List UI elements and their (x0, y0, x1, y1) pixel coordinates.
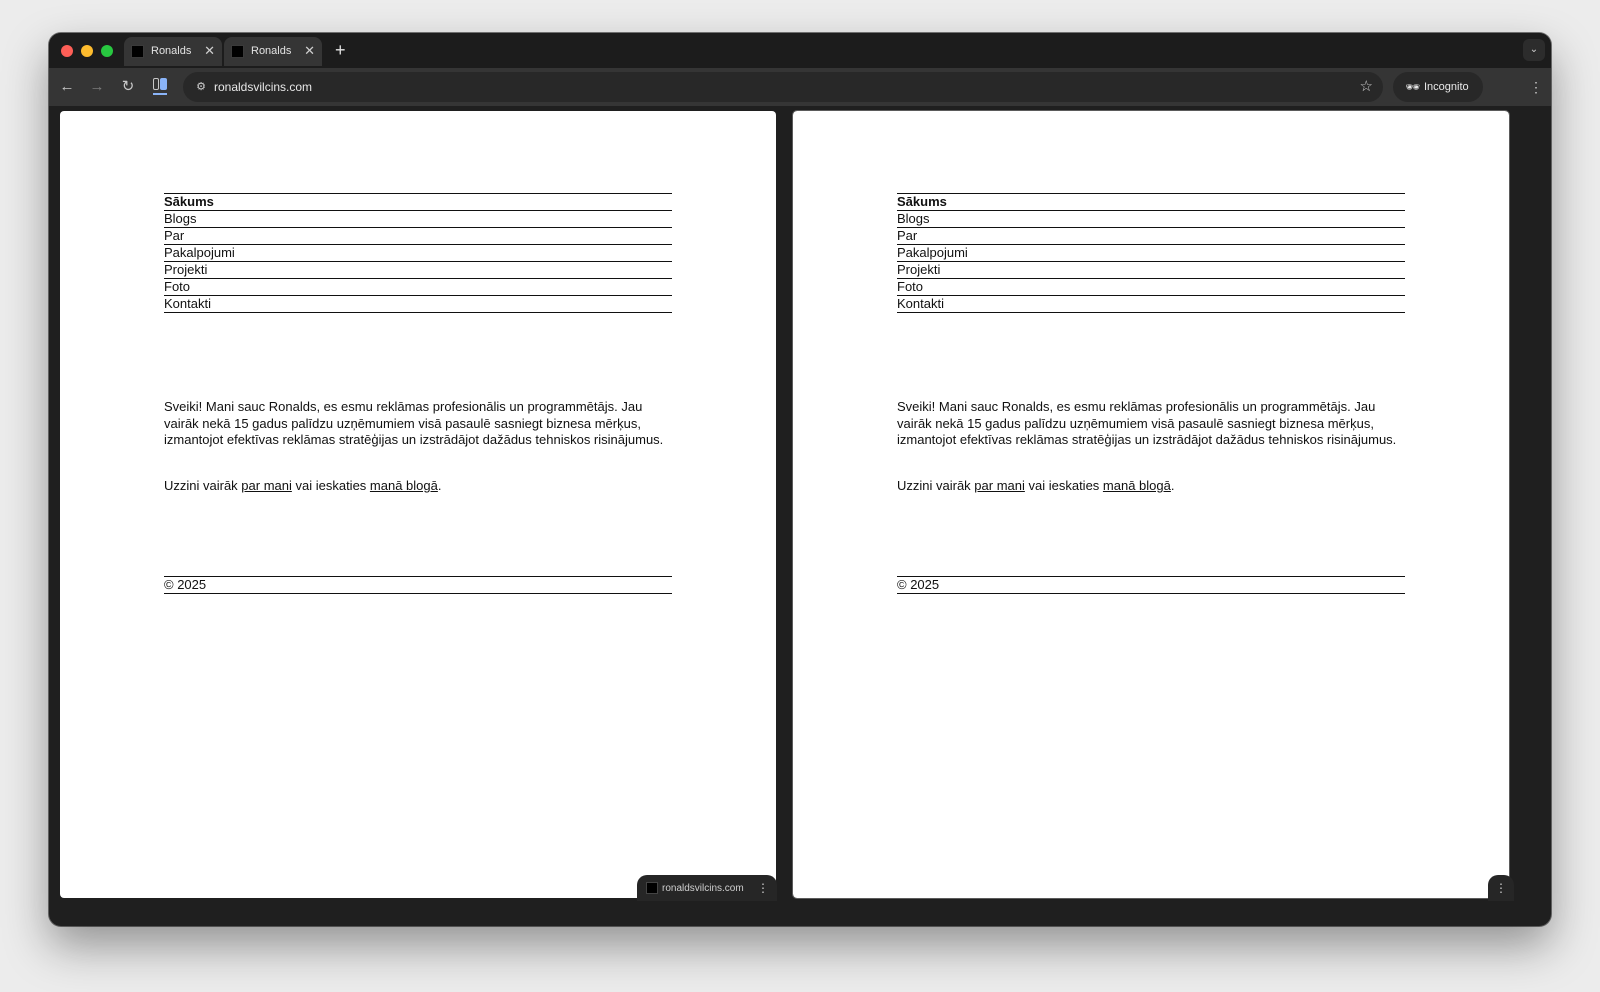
kebab-menu-icon[interactable]: ⋮ (1529, 79, 1543, 95)
star-icon[interactable]: ☆ (1359, 78, 1373, 95)
nav-link-projekti[interactable]: Projekti (164, 262, 672, 279)
intro-paragraph: Sveiki! Mani sauc Ronalds, es esmu reklāmas profesionālis un programmētājs. Jau vairāk nekā 15 gadus palīdzu uzņēmumiem visā pasaulē sasniegt biznesa mērķus, izmantojot efektīvas reklāmas stratēģijas un izstrādājot dažādus tehniskos risinājumus. (164, 399, 664, 447)
blog-link[interactable]: manā blogā (369, 478, 438, 493)
close-tab-icon[interactable]: ✕ (304, 43, 315, 58)
tab-title: Ronalds (151, 45, 192, 57)
page-content (164, 193, 672, 592)
read-more-middle: vai ieskaties (1024, 478, 1103, 493)
read-more-line (897, 478, 1397, 494)
intro-text (897, 399, 1397, 449)
kebab-menu-icon[interactable]: ⋮ (757, 881, 769, 895)
favicon-icon (646, 882, 658, 894)
nav-link-foto[interactable]: Foto (897, 279, 1405, 296)
favicon-icon (131, 45, 144, 58)
close-tab-icon[interactable]: ✕ (204, 43, 215, 58)
site-nav (164, 193, 672, 313)
intro-paragraph: Sveiki! Mani sauc Ronalds, es esmu reklāmas profesionālis un programmētājs. Jau vairāk nekā 15 gadus palīdzu uzņēmumiem visā pasaulē sasniegt biznesa mērķus, izmantojot efektīvas reklāmas stratēģijas un izstrādājot dažādus tehniskos risinājumus. (897, 399, 1397, 447)
split-view-icon[interactable] (153, 78, 169, 95)
tune-icon[interactable]: ⚙ (196, 81, 206, 93)
tab-strip (49, 33, 1551, 68)
read-more-middle: vai ieskaties (291, 478, 370, 493)
intro-text (164, 399, 664, 449)
arrow-right-icon[interactable]: → (89, 78, 105, 95)
nav-link-kontakti[interactable]: Kontakti (897, 296, 1405, 313)
address-bar[interactable] (183, 72, 1383, 102)
read-more-prefix: Uzzini vairāk (897, 478, 975, 493)
split-pane-left (60, 111, 776, 898)
read-more-line (164, 478, 664, 494)
incognito-icon: 🕶 (1405, 80, 1421, 94)
nav-link-sakums[interactable]: Sākums (164, 194, 672, 211)
pane-site-label: ronaldsvilcins.com (662, 883, 744, 894)
footer-copyright: © 2025 (164, 576, 672, 594)
kebab-menu-icon[interactable]: ⋮ (1488, 875, 1514, 901)
tab-ronalds-2[interactable] (224, 37, 322, 66)
tab-title: Ronalds (251, 45, 292, 57)
nav-link-par[interactable]: Par (164, 228, 672, 245)
split-pane-right (793, 111, 1509, 898)
read-more-suffix: . (1170, 478, 1175, 493)
page-content (897, 193, 1405, 592)
blog-link[interactable]: manā blogā (1102, 478, 1171, 493)
about-link[interactable]: par mani (974, 478, 1025, 493)
nav-link-blogs[interactable]: Blogs (164, 211, 672, 228)
read-more-suffix: . (437, 478, 442, 493)
tab-ronalds-1[interactable] (124, 37, 222, 66)
toolbar (49, 68, 1551, 106)
favicon-icon (231, 45, 244, 58)
site-nav (897, 193, 1405, 313)
nav-link-par[interactable]: Par (897, 228, 1405, 245)
nav-link-pakalpojumi[interactable]: Pakalpojumi (897, 245, 1405, 262)
footer-copyright: © 2025 (897, 576, 1405, 594)
reload-icon[interactable]: ↻ (121, 78, 135, 95)
read-more-prefix: Uzzini vairāk (164, 478, 242, 493)
maximize-window-button[interactable] (101, 45, 113, 57)
chevron-down-icon[interactable]: ⌄ (1523, 39, 1545, 61)
nav-link-foto[interactable]: Foto (164, 279, 672, 296)
close-window-button[interactable] (61, 45, 73, 57)
nav-link-sakums[interactable]: Sākums (897, 194, 1405, 211)
incognito-badge[interactable] (1393, 72, 1483, 102)
new-tab-button[interactable]: + (335, 40, 346, 60)
pane-site-chip[interactable] (637, 875, 777, 901)
arrow-left-icon[interactable]: ← (59, 78, 75, 95)
nav-link-projekti[interactable]: Projekti (897, 262, 1405, 279)
url-text[interactable]: ronaldsvilcins.com (214, 80, 313, 94)
about-link[interactable]: par mani (241, 478, 292, 493)
minimize-window-button[interactable] (81, 45, 93, 57)
incognito-label: Incognito (1424, 81, 1469, 93)
nav-link-blogs[interactable]: Blogs (897, 211, 1405, 228)
nav-link-pakalpojumi[interactable]: Pakalpojumi (164, 245, 672, 262)
browser-window (49, 33, 1551, 926)
nav-link-kontakti[interactable]: Kontakti (164, 296, 672, 313)
